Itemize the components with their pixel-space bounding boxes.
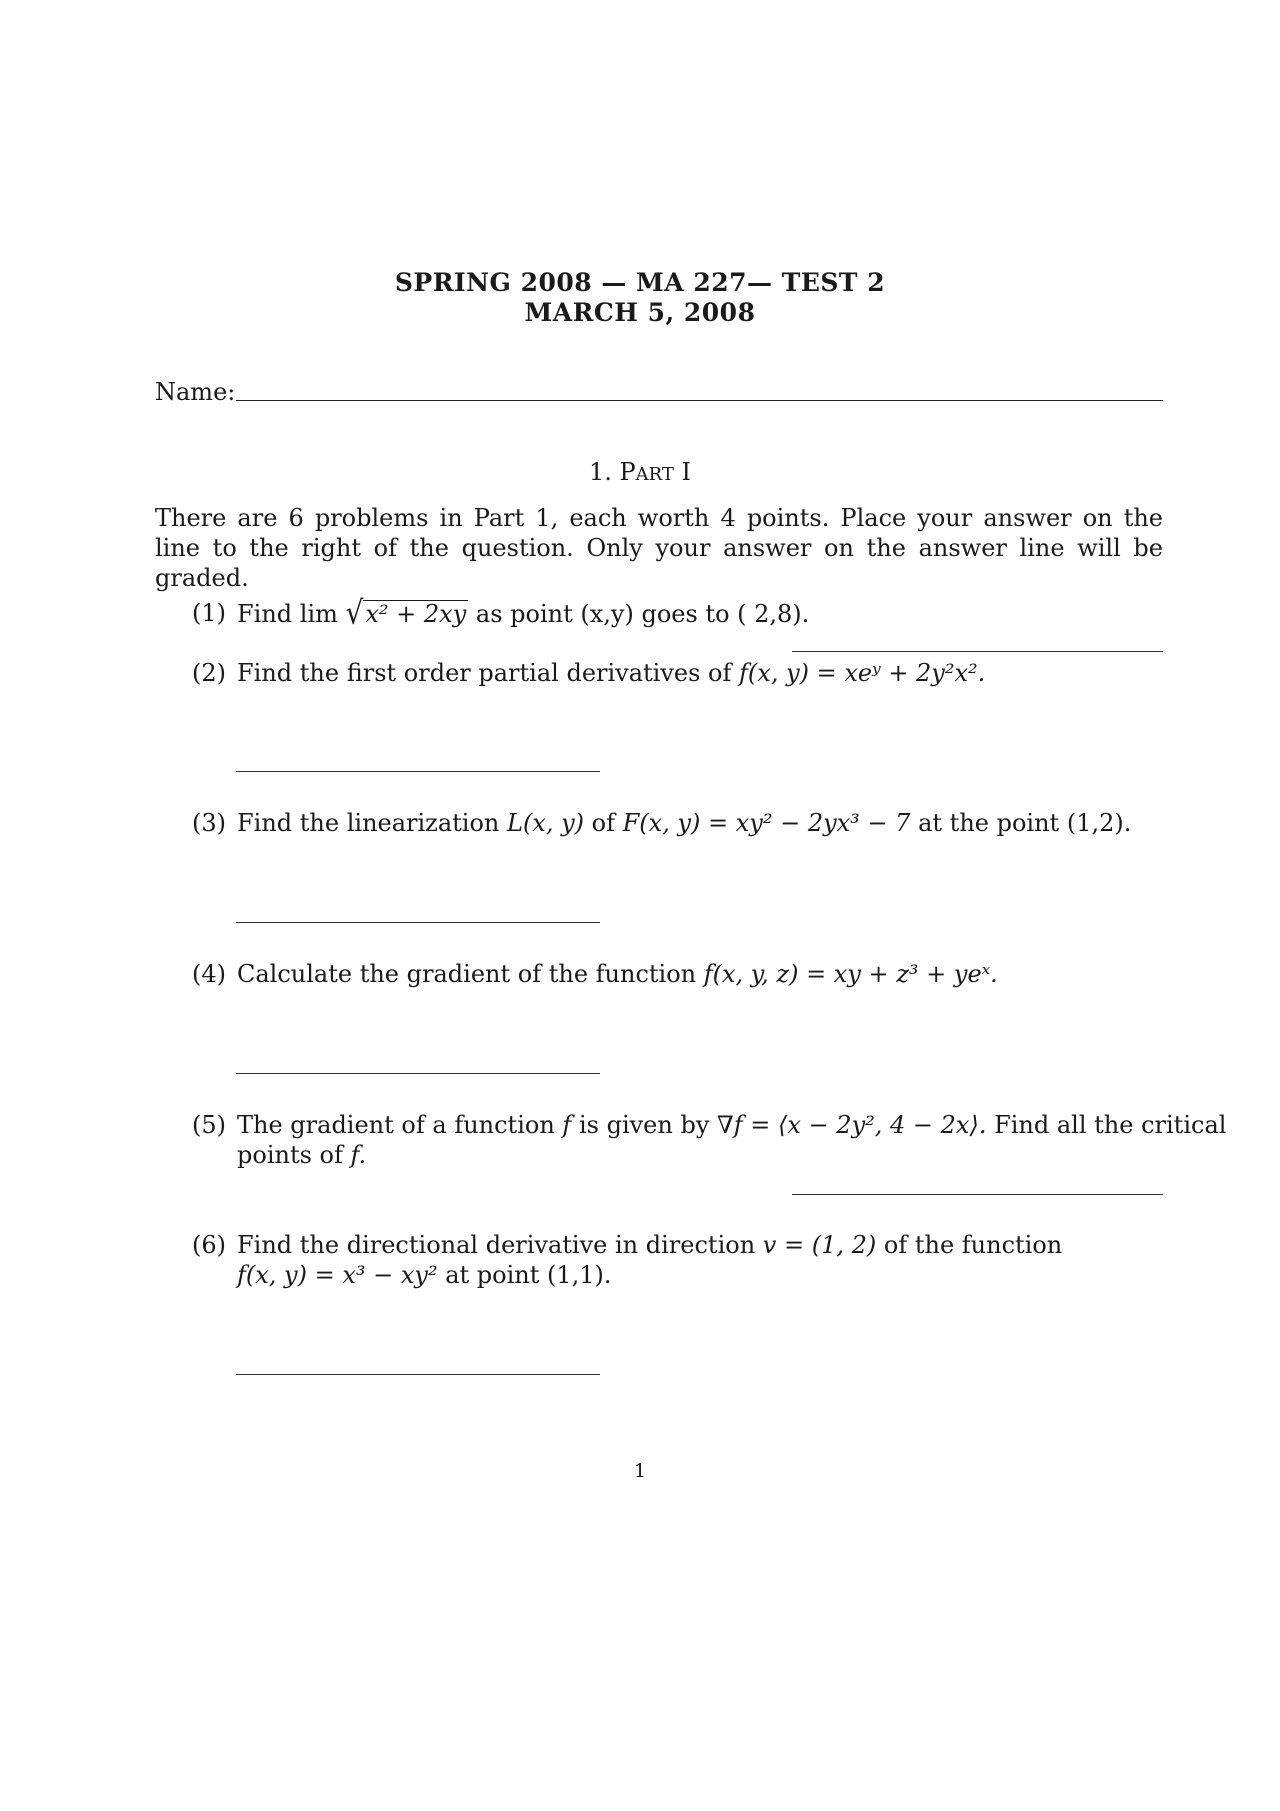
answer-line-6[interactable] — [236, 1374, 600, 1375]
problem-suffix: at point (1,1). — [445, 1261, 612, 1289]
section-heading — [0, 458, 1280, 486]
problem-text-line-1 — [237, 1230, 1163, 1260]
problem-text-line-2 — [237, 1260, 1163, 1290]
problem-statement: Find the linearization — [237, 809, 500, 837]
page-number: 1 — [633, 1460, 647, 1482]
problem-statement: Find the first order partial derivatives of — [237, 659, 732, 687]
problem-text-line-1 — [237, 1110, 1227, 1140]
problem-text — [237, 593, 1163, 632]
problem-statement-cont: points of — [237, 1141, 343, 1169]
problem-prefix: Find lim — [237, 600, 338, 628]
section-title-initial: P — [619, 458, 636, 486]
connector-text: is given by — [578, 1111, 710, 1139]
connector-text: of the function — [883, 1231, 1063, 1259]
exam-title: SPRING 2008 — MA 227— TEST 2 — [394, 268, 886, 297]
problem-text — [237, 658, 1163, 688]
connector-text: of — [591, 809, 615, 837]
problem-suffix: as point (x,y) goes to ( 2,8). — [475, 600, 810, 628]
answer-line-5[interactable] — [792, 1194, 1163, 1195]
problem-statement: Calculate the gradient of the function — [237, 960, 697, 988]
problem-number: (6) — [192, 1231, 226, 1259]
name-label: Name: — [155, 378, 236, 406]
problem-number: (1) — [192, 599, 226, 627]
square-root — [345, 593, 469, 632]
function-symbol: f. — [350, 1141, 367, 1169]
problem-suffix: at the point (1,2). — [918, 809, 1132, 837]
problem-statement-end: Find all the critical — [994, 1111, 1227, 1139]
sqrt-symbol: √ — [345, 593, 364, 632]
problem-number: (4) — [192, 960, 226, 988]
radicand: x² + 2xy — [365, 600, 467, 628]
section-title-rest: ART — [635, 464, 674, 485]
problem-text — [237, 959, 1163, 989]
problem-number: (5) — [192, 1111, 226, 1139]
function-expression: f(x, y, z) = xy + z³ + yeˣ. — [703, 960, 998, 988]
answer-line-1[interactable] — [792, 651, 1163, 652]
name-answer-line[interactable] — [236, 400, 1163, 401]
answer-line-4[interactable] — [236, 1073, 600, 1074]
function-expression: f(x, y) = x³ − xy² — [237, 1261, 438, 1289]
problem-statement: The gradient of a function — [237, 1111, 555, 1139]
direction-vector: v = (1, 2) — [762, 1231, 877, 1259]
problem-text — [237, 808, 1163, 838]
exam-date: MARCH 5, 2008 — [524, 298, 756, 327]
function-expression: F(x, y) = xy² − 2yx³ − 7 — [622, 809, 911, 837]
section-title-numeral: I — [681, 458, 692, 486]
answer-line-2[interactable] — [236, 771, 600, 772]
answer-line-3[interactable] — [236, 922, 600, 923]
problem-number: (2) — [192, 659, 226, 687]
gradient-expression: ∇f = ⟨x − 2y², 4 − 2x⟩. — [717, 1111, 987, 1139]
function-expression: f(x, y) = xeʸ + 2y²x². — [739, 659, 986, 687]
problem-statement: Find the directional derivative in direction — [237, 1231, 756, 1259]
problem-number: (3) — [192, 809, 226, 837]
function-symbol: f — [562, 1111, 572, 1139]
linearization-symbol: L(x, y) — [507, 809, 585, 837]
section-number: 1. — [588, 458, 612, 486]
problem-text-line-2 — [237, 1140, 1163, 1170]
instructions-paragraph: There are 6 problems in Part 1, each worth 4 points. Place your answer on the line to the right of the question. Only your answer on the answer line will be graded. — [155, 504, 1163, 592]
